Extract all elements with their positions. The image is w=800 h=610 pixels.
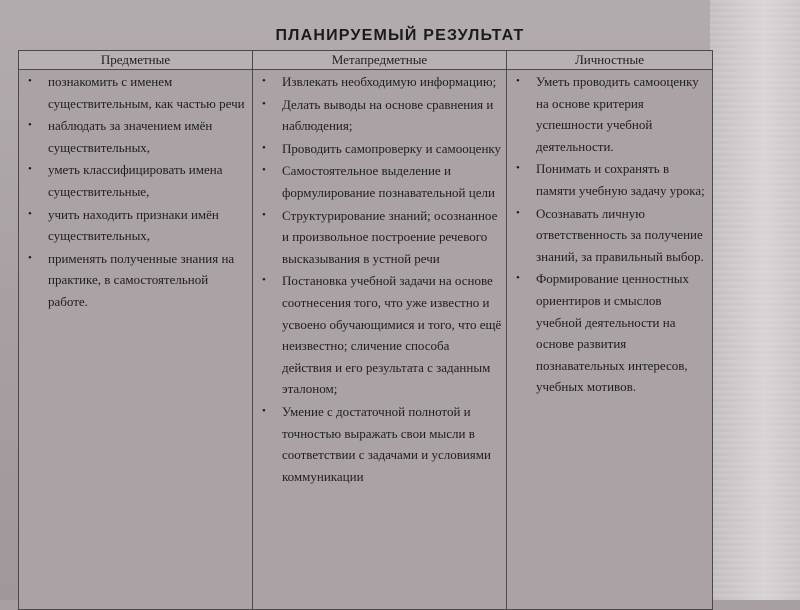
list-item: • Структурирование знаний; осознанное и произвольное построение речевого высказывания в устной речи	[253, 205, 506, 270]
list-item: • учить находить признаки имён существительных,	[19, 204, 252, 247]
results-table	[18, 50, 713, 610]
table-header-row	[19, 51, 713, 70]
personal-results-list	[507, 70, 712, 398]
personal-results-cell	[507, 70, 713, 610]
list-item: • познакомить с именем существительным, как частью речи	[19, 71, 252, 114]
list-item: • Умение с достаточной полнотой и точностью выражать свои мысли в соответствии с задачами и условиями коммуникации	[253, 401, 506, 487]
list-item: • Самостоятельное выделение и формулирование познавательной цели	[253, 160, 506, 203]
metasubject-results-cell	[253, 70, 507, 610]
list-item: • Делать выводы на основе сравнения и наблюдения;	[253, 94, 506, 137]
subject-results-list	[19, 70, 252, 313]
header-metasubject: Метапредметные	[253, 51, 507, 70]
header-subject: Предметные	[19, 51, 253, 70]
decorative-stripes	[710, 0, 800, 600]
list-item: • Уметь проводить самооценку на основе критерия успешности учебной деятельности.	[507, 71, 712, 157]
list-item: • применять полученные знания на практике, в самостоятельной работе.	[19, 248, 252, 313]
list-item: • Осознавать личную ответственность за получение знаний, за правильный выбор.	[507, 203, 712, 268]
list-item: • Формирование ценностных ориентиров и смыслов учебной деятельности на основе развития познавательных интересов, учебных мотивов.	[507, 268, 712, 398]
list-item: • уметь классифицировать имена существительные,	[19, 159, 252, 202]
subject-results-cell	[19, 70, 253, 610]
table-body-row	[19, 70, 713, 610]
list-item: • Постановка учебной задачи на основе соотнесения того, что уже известно и усвоено обучающимися и того, что ещё неизвестно; сличение способа действия и его результата с заданным эталоном;	[253, 270, 506, 400]
list-item: • Проводить самопроверку и самооценку	[253, 138, 506, 160]
list-item: • Извлекать необходимую информацию;	[253, 71, 506, 93]
list-item: • Понимать и сохранять в памяти учебную задачу урока;	[507, 158, 712, 201]
header-personal: Личностные	[507, 51, 713, 70]
metasubject-results-list	[253, 70, 506, 487]
list-item: • наблюдать за значением имён существительных,	[19, 115, 252, 158]
slide-title: ПЛАНИРУЕМЫЙ РЕЗУЛЬТАТ	[275, 27, 525, 44]
